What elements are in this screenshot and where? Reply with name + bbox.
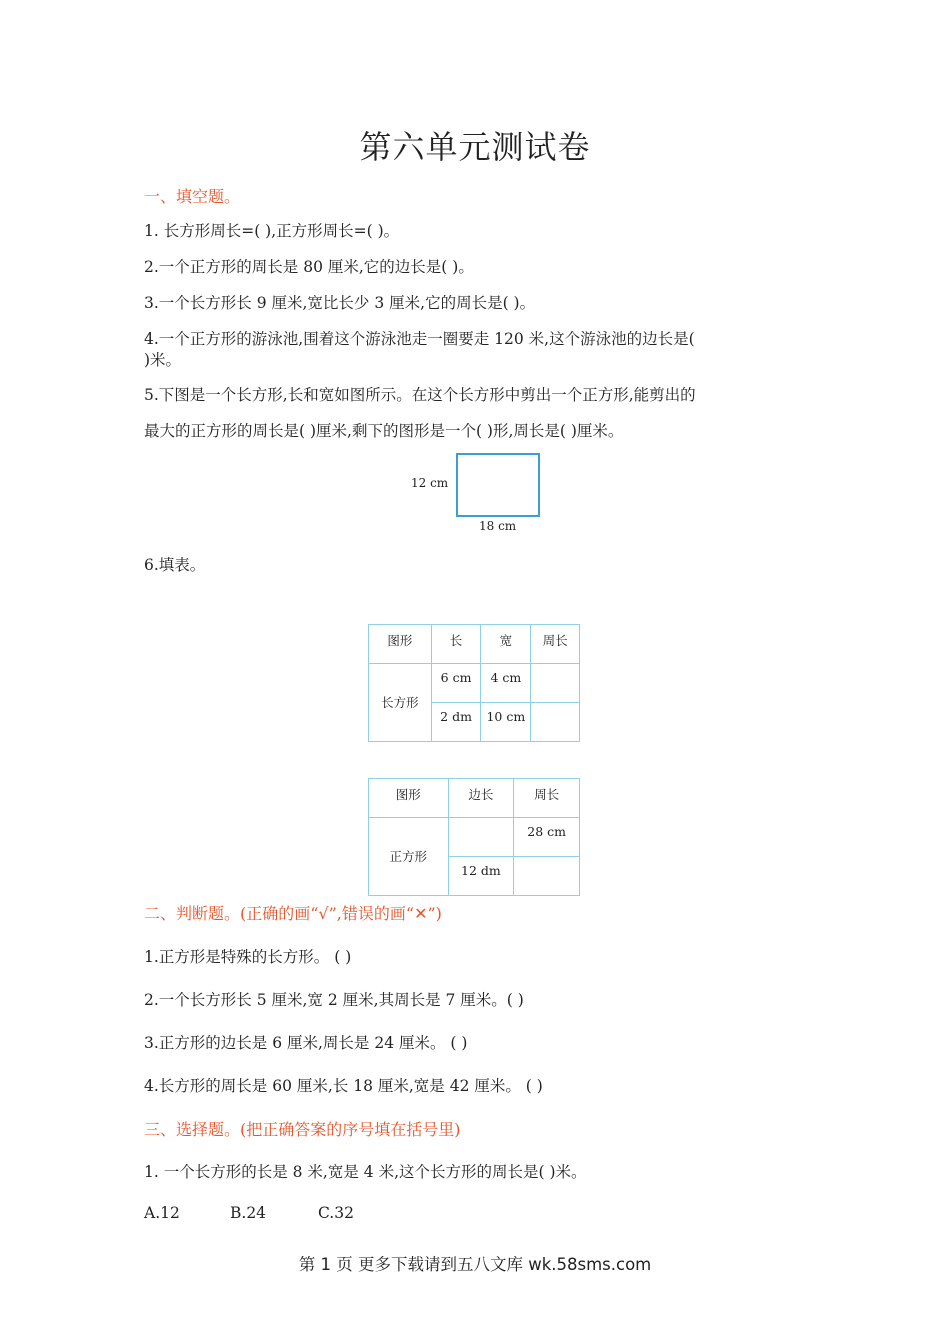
question-2-2: 2.一个长方形长 5 厘米,宽 2 厘米,其周长是 7 厘米。( ) — [144, 991, 524, 1009]
table-cell — [448, 818, 514, 857]
table-cell: 10 cm — [481, 703, 531, 742]
table-cell: 4 cm — [481, 664, 531, 703]
table-cell: 2 dm — [431, 703, 481, 742]
question-1-6: 6.填表。 — [144, 556, 206, 574]
question-2-4: 4.长方形的周长是 60 厘米,长 18 厘米,宽是 42 厘米。 ( ) — [144, 1077, 543, 1095]
section-true-false-heading: 二、判断题。(正确的画“√”,错误的画“✕”) — [144, 904, 442, 923]
question-1-5-line1: 5.下图是一个长方形,长和宽如图所示。在这个长方形中剪出一个正方形,能剪出的 — [144, 386, 696, 404]
table-header: 边长 — [448, 779, 514, 818]
choice-option-c: C.32 — [318, 1204, 354, 1222]
question-1-3: 3.一个长方形长 9 厘米,宽比长少 3 厘米,它的周长是( )。 — [144, 294, 536, 312]
question-3-1: 1. 一个长方形的长是 8 米,宽是 4 米,这个长方形的周长是( )米。 — [144, 1163, 587, 1181]
question-1-1: 1. 长方形周长=( ),正方形周长=( )。 — [144, 222, 400, 240]
question-1-2: 2.一个正方形的周长是 80 厘米,它的边长是( )。 — [144, 258, 474, 276]
section-fill-blank-heading: 一、填空题。 — [144, 187, 241, 206]
table-shape-cell: 正方形 — [369, 818, 449, 896]
table-shape-cell: 长方形 — [369, 664, 432, 742]
rectangle-width-label: 12 cm — [411, 476, 449, 490]
table-cell: 6 cm — [431, 664, 481, 703]
page-footer: 第 1 页 更多下载请到五八文库 wk.58sms.com — [298, 1255, 652, 1274]
table-header: 周长 — [531, 625, 580, 664]
table-header: 长 — [431, 625, 481, 664]
table-cell — [531, 703, 580, 742]
section-choice-heading: 三、选择题。(把正确答案的序号填在括号里) — [144, 1120, 461, 1139]
table-cell: 28 cm — [514, 818, 580, 857]
question-2-3: 3.正方形的边长是 6 厘米,周长是 24 厘米。 ( ) — [144, 1034, 468, 1052]
table-cell: 12 dm — [448, 857, 514, 896]
page-title: 第六单元测试卷 — [359, 128, 591, 166]
table-cell — [514, 857, 580, 896]
table-header: 宽 — [481, 625, 531, 664]
table-header: 周长 — [514, 779, 580, 818]
question-1-5-line2: 最大的正方形的周长是( )厘米,剩下的图形是一个( )形,周长是( )厘米。 — [144, 422, 624, 440]
rectangle-figure — [456, 453, 540, 517]
choice-option-a: A.12 — [144, 1204, 180, 1222]
square-table — [368, 778, 580, 896]
table-header: 图形 — [369, 779, 449, 818]
table-header: 图形 — [369, 625, 432, 664]
table-cell — [531, 664, 580, 703]
rectangle-table — [368, 624, 580, 742]
rectangle-length-label: 18 cm — [479, 519, 517, 533]
question-1-4-line2: )米。 — [144, 351, 182, 369]
choice-option-b: B.24 — [230, 1204, 267, 1222]
question-2-1: 1.正方形是特殊的长方形。 ( ) — [144, 948, 352, 966]
question-1-4-line1: 4.一个正方形的游泳池,围着这个游泳池走一圈要走 120 米,这个游泳池的边长是( — [144, 330, 695, 348]
